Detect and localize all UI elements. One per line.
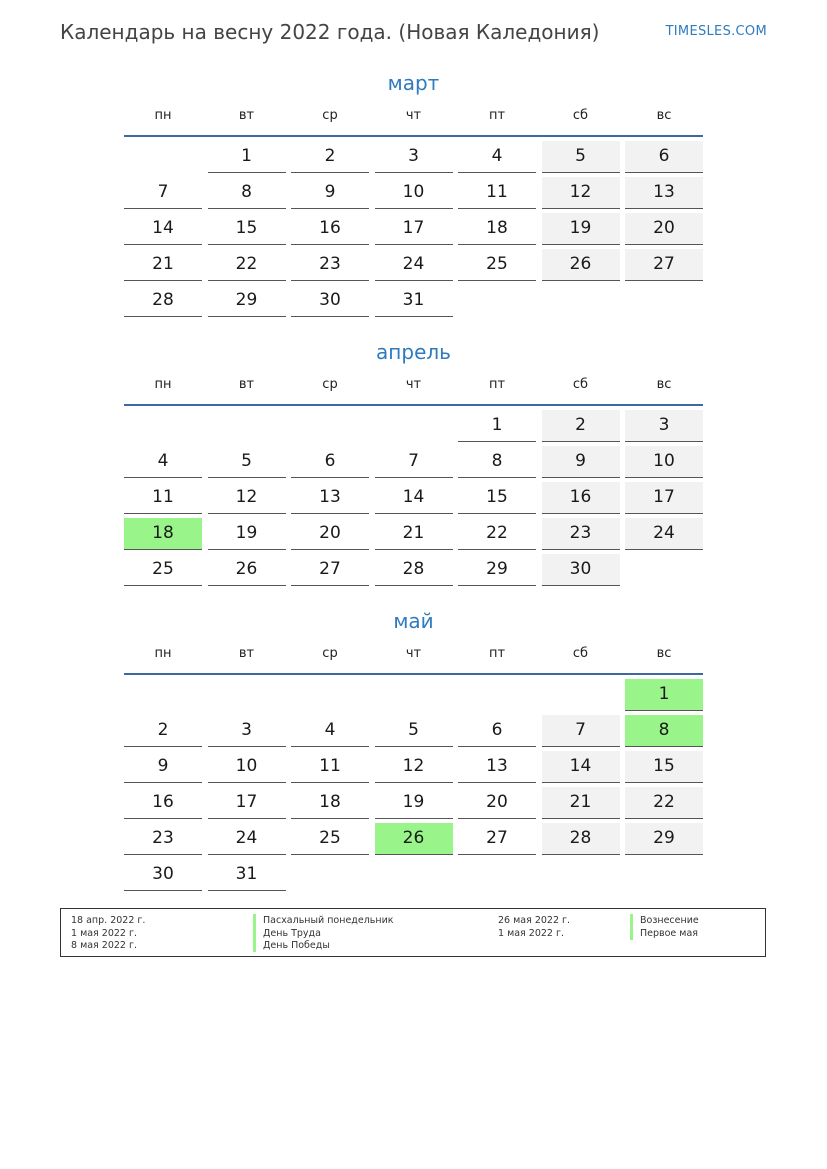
weekend-day-cell: 16 — [542, 482, 620, 514]
week-row — [124, 787, 703, 819]
day-cell: 31 — [375, 285, 453, 317]
day-cell: 22 — [208, 249, 286, 281]
day-cell: 25 — [458, 249, 536, 281]
legend-holiday-name: День Победы — [253, 939, 330, 952]
day-cell: 11 — [458, 177, 536, 209]
weekend-day-cell: 7 — [542, 715, 620, 747]
weekend-day-cell: 2 — [542, 410, 620, 442]
empty-day-cell — [291, 679, 369, 711]
empty-day-cell — [375, 859, 453, 891]
day-cell: 25 — [124, 554, 202, 586]
weekend-day-cell: 13 — [625, 177, 703, 209]
weekend-day-cell: 30 — [542, 554, 620, 586]
week-row — [124, 859, 703, 891]
weeks — [124, 406, 703, 586]
week-row — [124, 249, 703, 281]
weekend-day-cell: 5 — [542, 141, 620, 173]
weekday-label: ср — [322, 108, 338, 123]
day-cell: 14 — [124, 213, 202, 245]
day-cell: 8 — [208, 177, 286, 209]
day-cell: 15 — [208, 213, 286, 245]
weekday-label: пн — [154, 377, 172, 392]
day-cell: 6 — [291, 446, 369, 478]
day-cell: 25 — [291, 823, 369, 855]
legend-date: 1 мая 2022 г. — [498, 927, 564, 939]
weekday-label: пн — [154, 646, 172, 661]
weekday-label: вт — [238, 108, 255, 123]
empty-day-cell — [458, 285, 536, 317]
day-cell: 29 — [458, 554, 536, 586]
weekday-header-row — [124, 98, 703, 137]
weekday-label: сб — [572, 646, 589, 661]
holiday-day-cell: 8 — [625, 715, 703, 747]
weekend-day-cell: 14 — [542, 751, 620, 783]
empty-day-cell — [291, 410, 369, 442]
holiday-day-cell: 18 — [124, 518, 202, 550]
day-cell: 17 — [208, 787, 286, 819]
holiday-day-cell: 1 — [625, 679, 703, 711]
day-cell: 15 — [458, 482, 536, 514]
empty-day-cell — [208, 679, 286, 711]
week-row — [124, 177, 703, 209]
day-cell: 21 — [124, 249, 202, 281]
day-cell: 12 — [208, 482, 286, 514]
day-cell: 20 — [458, 787, 536, 819]
weekend-day-cell: 20 — [625, 213, 703, 245]
day-cell: 5 — [208, 446, 286, 478]
weekend-day-cell: 19 — [542, 213, 620, 245]
empty-day-cell — [458, 679, 536, 711]
empty-day-cell — [124, 141, 202, 173]
week-row — [124, 679, 703, 711]
day-cell: 21 — [375, 518, 453, 550]
day-cell: 13 — [458, 751, 536, 783]
week-row — [124, 213, 703, 245]
day-cell: 12 — [375, 751, 453, 783]
weekend-day-cell: 27 — [625, 249, 703, 281]
weekday-label: вт — [238, 377, 255, 392]
weekday-label: сб — [572, 377, 589, 392]
month-title: март — [387, 71, 440, 95]
weekend-day-cell: 28 — [542, 823, 620, 855]
empty-day-cell — [375, 679, 453, 711]
day-cell: 29 — [208, 285, 286, 317]
weekday-label: ср — [322, 646, 338, 661]
day-cell: 9 — [124, 751, 202, 783]
holiday-day-cell: 26 — [375, 823, 453, 855]
weekday-label: чт — [405, 646, 422, 661]
day-cell: 7 — [124, 177, 202, 209]
day-cell: 19 — [208, 518, 286, 550]
day-cell: 28 — [375, 554, 453, 586]
weekend-day-cell: 24 — [625, 518, 703, 550]
day-cell: 10 — [375, 177, 453, 209]
day-cell: 3 — [208, 715, 286, 747]
day-cell: 30 — [124, 859, 202, 891]
weekend-day-cell: 21 — [542, 787, 620, 819]
day-cell: 13 — [291, 482, 369, 514]
day-cell: 16 — [291, 213, 369, 245]
empty-day-cell — [208, 410, 286, 442]
day-cell: 1 — [208, 141, 286, 173]
day-cell: 11 — [124, 482, 202, 514]
day-cell: 24 — [208, 823, 286, 855]
empty-day-cell — [458, 859, 536, 891]
week-row — [124, 141, 703, 173]
page-title: Календарь на весну 2022 года. (Новая Каледония) — [60, 20, 600, 44]
day-cell: 27 — [291, 554, 369, 586]
day-cell: 19 — [375, 787, 453, 819]
weekday-label: вт — [238, 646, 255, 661]
weekend-day-cell: 22 — [625, 787, 703, 819]
weekend-day-cell: 17 — [625, 482, 703, 514]
weekend-day-cell: 12 — [542, 177, 620, 209]
holiday-legend — [60, 908, 766, 957]
weekend-day-cell: 6 — [625, 141, 703, 173]
empty-day-cell — [124, 410, 202, 442]
week-row — [124, 410, 703, 442]
week-row — [124, 751, 703, 783]
empty-day-cell — [124, 679, 202, 711]
empty-day-cell — [542, 679, 620, 711]
weekend-day-cell: 23 — [542, 518, 620, 550]
weekday-label: вс — [656, 377, 672, 392]
day-cell: 20 — [291, 518, 369, 550]
weekday-label: чт — [405, 108, 422, 123]
legend-date: 8 мая 2022 г. — [71, 940, 137, 951]
day-cell: 6 — [458, 715, 536, 747]
empty-day-cell — [375, 410, 453, 442]
week-row — [124, 715, 703, 747]
weekday-label: сб — [572, 108, 589, 123]
week-row — [124, 482, 703, 514]
day-cell: 2 — [124, 715, 202, 747]
weekday-header-row — [124, 636, 703, 675]
legend-holiday-name: Первое мая — [630, 927, 698, 940]
week-row — [124, 518, 703, 550]
weekday-header-row — [124, 367, 703, 406]
weekday-label: вс — [656, 646, 672, 661]
month-title: апрель — [376, 340, 451, 364]
empty-day-cell — [291, 859, 369, 891]
weekend-day-cell: 9 — [542, 446, 620, 478]
day-cell: 18 — [458, 213, 536, 245]
legend-date: 18 апр. 2022 г. — [71, 915, 146, 926]
day-cell: 7 — [375, 446, 453, 478]
month-calendar — [124, 68, 703, 321]
day-cell: 16 — [124, 787, 202, 819]
weekend-day-cell: 15 — [625, 751, 703, 783]
weekday-label: пт — [488, 377, 506, 392]
day-cell: 2 — [291, 141, 369, 173]
day-cell: 24 — [375, 249, 453, 281]
day-cell: 8 — [458, 446, 536, 478]
empty-day-cell — [625, 285, 703, 317]
legend-holiday-name: Вознесение — [630, 914, 699, 927]
empty-day-cell — [625, 859, 703, 891]
day-cell: 3 — [375, 141, 453, 173]
weekend-day-cell: 29 — [625, 823, 703, 855]
day-cell: 17 — [375, 213, 453, 245]
day-cell: 11 — [291, 751, 369, 783]
weekday-label: пт — [488, 108, 506, 123]
day-cell: 18 — [291, 787, 369, 819]
day-cell: 30 — [291, 285, 369, 317]
month-title: май — [393, 609, 434, 633]
empty-day-cell — [625, 554, 703, 586]
day-cell: 10 — [208, 751, 286, 783]
legend-date: 1 мая 2022 г. — [71, 927, 137, 939]
brand-link[interactable]: TIMESLES.COM — [665, 24, 767, 39]
day-cell: 4 — [458, 141, 536, 173]
day-cell: 4 — [291, 715, 369, 747]
day-cell: 28 — [124, 285, 202, 317]
legend-holiday-name: Пасхальный понедельник — [253, 914, 394, 927]
week-row — [124, 285, 703, 317]
month-calendar — [124, 337, 703, 590]
week-row — [124, 554, 703, 586]
day-cell: 23 — [291, 249, 369, 281]
weekday-label: вс — [656, 108, 672, 123]
legend-date: 26 мая 2022 г. — [498, 915, 571, 926]
day-cell: 22 — [458, 518, 536, 550]
day-cell: 23 — [124, 823, 202, 855]
day-cell: 14 — [375, 482, 453, 514]
day-cell: 31 — [208, 859, 286, 891]
legend-holiday-name: День Труда — [253, 927, 321, 940]
week-row — [124, 823, 703, 855]
weekday-label: пт — [488, 646, 506, 661]
day-cell: 26 — [208, 554, 286, 586]
weeks — [124, 137, 703, 317]
month-calendar — [124, 606, 703, 895]
weekday-label: пн — [154, 108, 172, 123]
weekday-label: чт — [405, 377, 422, 392]
day-cell: 5 — [375, 715, 453, 747]
weekend-day-cell: 26 — [542, 249, 620, 281]
weekend-day-cell: 10 — [625, 446, 703, 478]
day-cell: 27 — [458, 823, 536, 855]
empty-day-cell — [542, 859, 620, 891]
day-cell: 1 — [458, 410, 536, 442]
empty-day-cell — [542, 285, 620, 317]
weekday-label: ср — [322, 377, 338, 392]
weekend-day-cell: 3 — [625, 410, 703, 442]
day-cell: 9 — [291, 177, 369, 209]
weeks — [124, 675, 703, 891]
week-row — [124, 446, 703, 478]
day-cell: 4 — [124, 446, 202, 478]
